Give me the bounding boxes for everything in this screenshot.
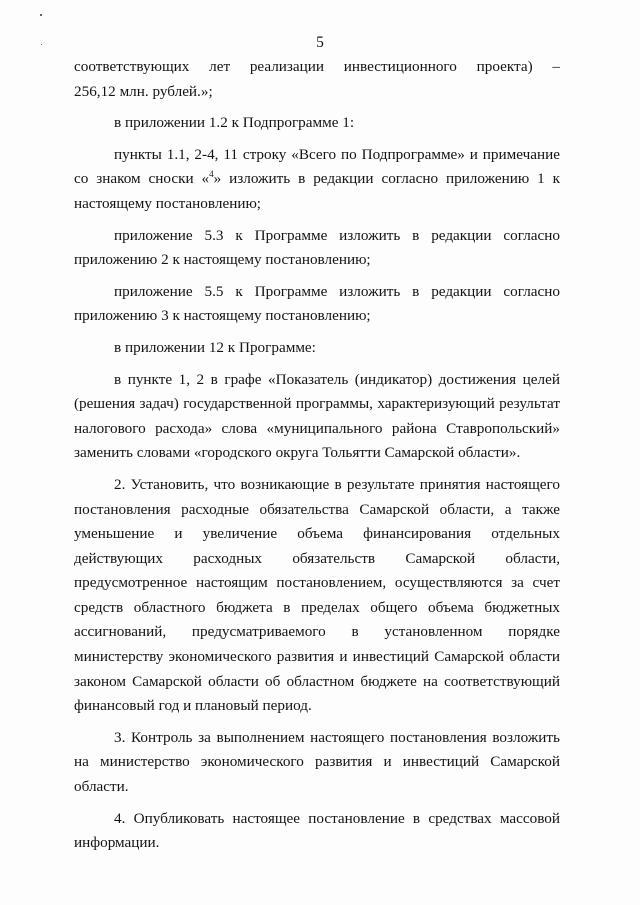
- document-body: [74, 55, 560, 856]
- paragraph-items-replacement: [74, 143, 560, 217]
- footnote-mark: 4: [209, 169, 214, 180]
- page-number: 5: [316, 34, 324, 51]
- paragraph-item-4: 4. Опубликовать настоящее постановление в средствах массовой информации.: [74, 809, 560, 852]
- paragraph-continuation-line: [74, 55, 560, 80]
- paragraph-text: пункты 1.1, 2-4, 11 строку «Всего по Подпрограмме» и примечание со знаком сноски «: [74, 145, 560, 188]
- line-word: реализации: [249, 58, 325, 75]
- line-word: проекта): [476, 58, 533, 75]
- paragraph-indicator-replacement: в пункте 1, 2 в графе «Показатель (индикатор) достижения целей (решения задач) государственной программы, характеризующий результат налогового расхода» слова «муниципального района Ставропольский» заменить словами «городского округа Тольятти Самарской области».: [74, 370, 560, 462]
- line-word: лет: [209, 58, 231, 75]
- paragraph-item-2: 2. Установить, что возникающие в результате принятия настоящего постановления расходные обязательства Самарской области, а также уменьшение и увеличение объема финансирования отдельных действующих расходных обязательств Самарской области, предусмотренное настоящим постановлением, осуществляются за счет средств областного бюджета в пределах общего объема бюджетных ассигнований, предусматриваемого в установленном порядке министерству экономического развития и инвестиций Самарской области законом Самарской области об областном бюджете на соответствующий финансовый год и плановый период.: [74, 475, 560, 715]
- line-word: –: [552, 58, 560, 75]
- paragraph-appendix-1-2: в приложении 1.2 к Подпрограмме 1:: [114, 114, 355, 132]
- paragraph-appendix-12: в приложении 12 к Программе:: [114, 338, 316, 356]
- paragraph-text: » изложить в редакции согласно приложению 1 к настоящему постановлению;: [74, 170, 560, 212]
- line-word: инвестиционного: [343, 58, 457, 75]
- paragraph-appendix-5-3: приложение 5.3 к Программе изложить в редакции согласно приложению 2 к настоящему постановлению;: [74, 226, 560, 269]
- scan-speck: [40, 14, 42, 16]
- paragraph-appendix-5-5: приложение 5.5 к Программе изложить в редакции согласно приложению 3 к настоящему постановлению;: [74, 282, 560, 325]
- paragraph-item-3: 3. Контроль за выполнением настоящего постановления возложить на министерство экономического развития и инвестиций Самарской области.: [74, 728, 560, 796]
- line-word: соответствующих: [74, 58, 190, 75]
- paragraph-continuation-end: 256,12 млн. рублей.»;: [74, 82, 213, 100]
